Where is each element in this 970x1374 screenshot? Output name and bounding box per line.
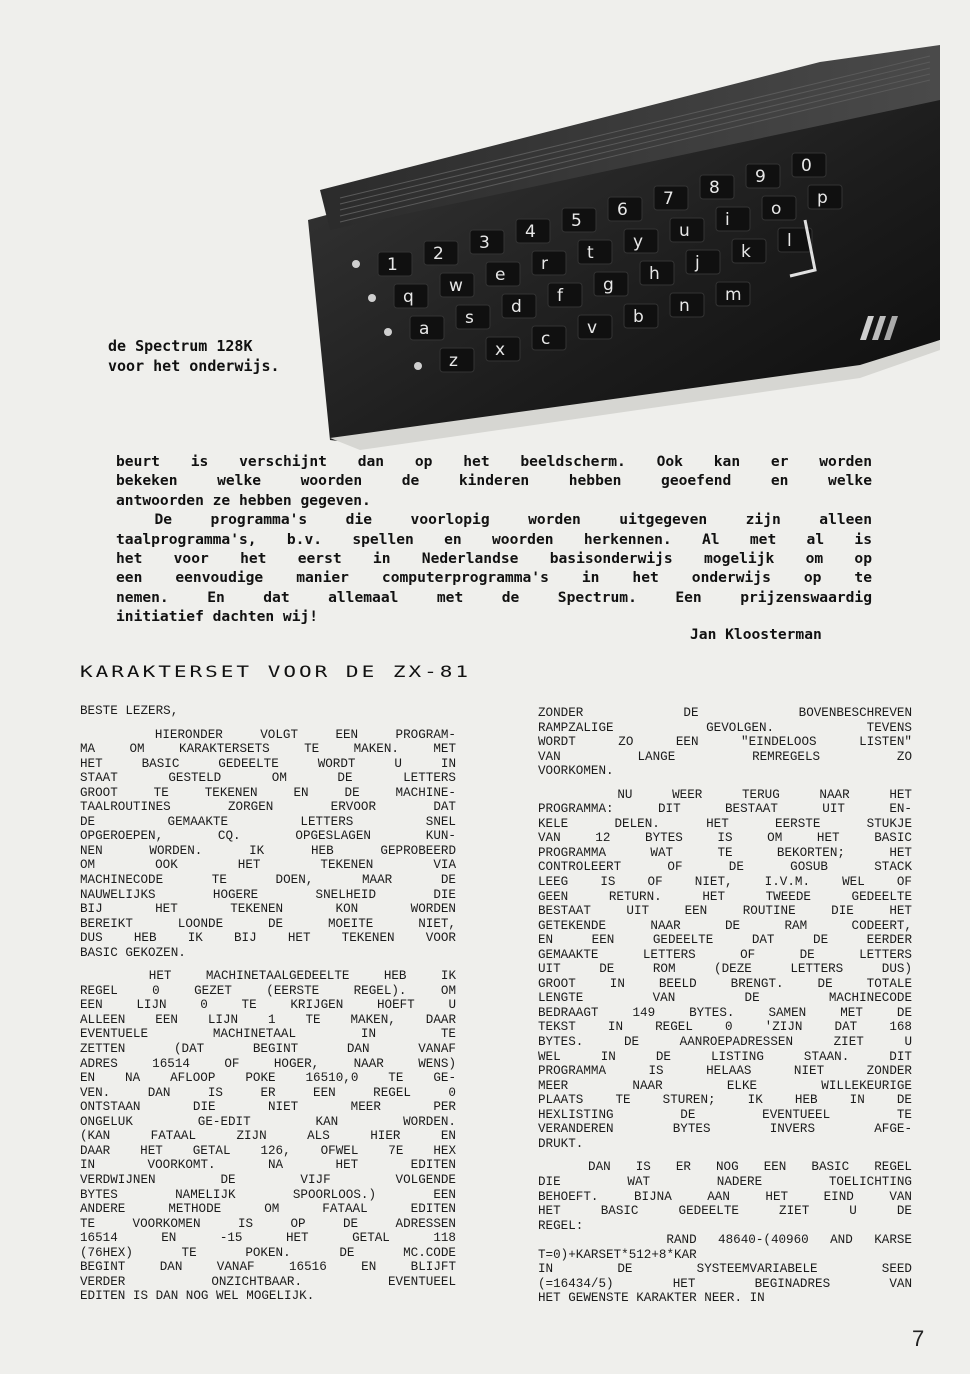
article-line: GEEN RETURN. HET TWEEDE GEDEELTE [538,889,912,904]
key-cap [716,207,750,231]
key-label: t [587,243,594,263]
key-label: a [419,319,430,339]
article-line: ZONDER DE BOVENBESCHREVEN [538,706,912,720]
paragraph-gap [80,960,456,969]
article-line: REGEL: [538,1218,584,1233]
paragraph-gap [538,779,912,788]
article-line: DUS HEB IK BIJ HET TEKENEN VOOR [80,931,456,946]
article-line: NEN WORDEN. IK HEB GEPROBEERD [80,843,456,858]
key-label: 9 [755,167,766,187]
article-line: STAAT GESTELD OM DE LETTERS [80,771,456,786]
article-line: EEN LIJN 0 TE KRIJGEN HOEFT U [80,998,456,1013]
key-label: n [679,296,690,316]
key-cap [548,283,582,307]
article-line: IN DE SYSTEEMVARIABELE SEED [538,1262,912,1277]
article-line: T=0)+KARSET*512+8*KAR [538,1247,697,1262]
article-line: OPGEROEPEN, CQ. OPGESLAGEN KUN- [80,829,456,844]
article-line: BESTAAT UIT EEN ROUTINE DIE HET [538,904,912,919]
article-line: HET BASIC GEDEELTE WORDT U IN [80,756,456,771]
key-dot [368,294,376,302]
article-line: CONTROLEERT OF DE GOSUB STACK [538,860,912,875]
article-line: VERDWIJNEN DE VIJF VOLGENDE [80,1172,456,1187]
article-line: BYTES. DE AANROEPADRESSEN ZIET U [538,1035,912,1050]
article-line: BASIC GEKOZEN. [80,945,186,960]
key-label: i [725,210,730,230]
key-dot [352,260,360,268]
article-line: TAALROUTINES ZORGEN ERVOOR DAT [80,800,456,815]
intro-text [116,452,872,627]
article-line: HIERONDER VOLGT EEN PROGRAM- [80,727,456,742]
article-line: RAND 48640-(40960 AND KARSE [538,1233,912,1248]
article-line: EVENTUELE MACHINETAAL IN TE [80,1027,456,1042]
page-number: 7 [912,1326,925,1351]
key-label: m [725,285,742,305]
key-label: k [741,242,751,262]
article-line: BYTES NAMELIJK SPOORLOOS.) EEN [80,1187,456,1202]
key-label: 2 [433,244,444,264]
article-line: VAN LANGE REMREGELS ZO [538,749,912,764]
article-line: KELE DELEN. HET EERSTE STUKJE [538,816,912,831]
key-label: 3 [479,233,490,253]
article-line: HEXLISTING DE EVENTUEEL TE [538,1107,912,1122]
key-label: h [649,264,660,284]
key-cap [532,251,566,275]
article-line: OM OOK HET TEKENEN VIA [80,858,456,873]
article-title: KARAKTERSET VOOR DE ZX-81 [80,662,472,681]
key-label: l [787,231,792,251]
article-line: BESTE LEZERS, [80,704,179,718]
article-line: WORDT ZO EEN "EINDELOOS LISTEN" [538,735,912,750]
key-label: q [403,287,414,307]
key-cap [686,250,720,274]
article-line: REGEL 0 GEZET (EERSTE REGEL). OM [80,983,456,998]
article-line: NU WEER TERUG NAAR HET [538,787,912,802]
article-line: VOORKOMEN. [538,764,614,779]
article-line: PLAATS TE STUREN; IK HEB IN DE [538,1093,912,1108]
article-line: DAAR HET GETAL 126, OFWEL 7E HEX [80,1143,456,1158]
article-line: EN NA AFLOOP POKE 16510,0 TE GE- [80,1071,456,1086]
key-label: v [587,318,598,338]
key-label: j [695,253,700,273]
key-label: c [541,329,551,349]
article-line: ONTSTAAN DIE NIET MEER PER [80,1100,456,1115]
article-right-column [538,706,912,1306]
key-label: 7 [663,189,674,209]
key-label: y [633,232,644,252]
article-line: UIT DE ROM (DEZE LETTERS DUS) [538,962,912,977]
paragraph-gap [80,719,456,728]
article-line: PROGRAMMA WAT TE BEKORTEN; HET [538,845,912,860]
article-line: MA OM KARAKTERSETS TE MAKEN. MET [80,742,456,757]
key-label: 4 [525,222,536,242]
intro-line: initiatief dachten wij! [116,608,319,626]
article-line: GROOT IN BEELD BRENGT. DE TOTALE [538,976,912,991]
article-line: MACHINECODE TE DOEN, MAAR DE [80,873,456,888]
article-line: BEHOEFT. BIJNA AAN HET EIND VAN [538,1189,912,1204]
article-line: ADRES 16514 OF HOGER, NAAR WENS) [80,1056,456,1071]
article-line: GEMAAKTE LETTERS OF DE LETTERS [538,947,912,962]
key-label: d [511,297,522,317]
spectrum-keyboard-photo [300,40,940,450]
article-left-column [80,704,456,1304]
key-label: o [771,199,782,219]
article-line: BIJ HET TEKENEN KON WORDEN [80,902,456,917]
article-line: TE VOORKOMEN IS OP DE ADRESSEN [80,1216,456,1231]
author-signature: Jan Kloosterman [690,626,822,643]
article-line: HET BASIC GEDEELTE ZIET U DE [538,1204,912,1219]
photo-caption [108,336,280,376]
article-line: GROOT TE TEKENEN EN DE MACHINE- [80,785,456,800]
key-label: b [633,307,644,327]
keyboard-illustration [300,40,940,450]
article-line: LENGTE VAN DE MACHINECODE [538,991,912,1006]
key-label: 8 [709,178,720,198]
key-label: p [817,188,828,208]
article-line: BEGINT DAN VANAF 16516 EN BLIJFT [80,1260,456,1275]
key-label: e [495,265,506,285]
key-label: 6 [617,200,628,220]
intro-line: het voor het eerst in Nederlandse basisonderwijs mogelijk om op [116,550,872,568]
article-line: TEKST IN REGEL 0 'ZIJN DAT 168 [538,1020,912,1035]
article-line: GETEKENDE NAAR DE RAM CODEERT, [538,918,912,933]
article-line: ZETTEN (DAT BEGINT DAN VANAF [80,1042,456,1057]
intro-line: een eenvoudige manier computerprogramma's in het onderwijs op te [116,569,872,587]
key-label: z [449,351,458,371]
article-line: (=16434/5) HET BEGINADRES VAN [538,1276,912,1291]
article-line: VEN. DAN IS ER EEN REGEL 0 [80,1085,456,1100]
paragraph-gap [538,1151,912,1160]
key-label: r [541,254,548,274]
article-line: IN VOORKOMT. NA HET EDITEN [80,1158,456,1173]
article-line: MEER NAAR ELKE WILLEKEURIGE [538,1078,912,1093]
intro-line: beurt is verschijnt dan op het beeldscherm. Ook kan er worden [116,453,872,470]
article-line: ALLEEN EEN LIJN 1 TE MAKEN, DAAR [80,1012,456,1027]
article-line: DE GEMAAKTE LETTERS SNEL [80,814,456,829]
key-label: f [557,286,563,306]
key-label: s [465,308,474,328]
article-line: 16514 EN -15 HET GETAL 118 [80,1231,456,1246]
article-line: (KAN FATAAL ZIJN ALS HIER EN [80,1129,456,1144]
article-line: ANDERE METHODE OM FATAAL EDITEN [80,1202,456,1217]
article-line: VERDER ONZICHTBAAR. EVENTUEEL [80,1274,456,1289]
key-label: 5 [571,211,582,231]
intro-line: taalprogramma's, b.v. spellen en woorden herkennen. Al met al is [116,530,872,548]
article-line: RAMPZALIGE GEVOLGEN. TEVENS [538,720,912,735]
article-line: NAUWELIJKS HOGERE SNELHEID DIE [80,887,456,902]
key-dot [384,328,392,336]
caption-line-1: de Spectrum 128K [108,337,253,355]
article-line: DIE WAT NADERE TOELICHTING [538,1174,912,1189]
key-label: 0 [801,156,812,176]
intro-line: bekeken welke woorden de kinderen hebben geoefend en welke [116,472,872,490]
article-line: BEDRAAGT 149 BYTES. SAMEN MET DE [538,1005,912,1020]
key-dot [414,362,422,370]
intro-line: antwoorden ze hebben gegeven. [116,491,371,509]
article-line: VAN 12 BYTES IS OM HET BASIC [538,831,912,846]
article-line: EN EEN GEDEELTE DAT DE EERDER [538,933,912,948]
article-line: (76HEX) TE POKEN. DE MC.CODE [80,1245,456,1260]
key-cap [578,240,612,264]
key-label: w [449,276,463,296]
article-line: WEL IN DE LISTING STAAN. DIT [538,1049,912,1064]
key-label: x [495,340,506,360]
article-line: VERANDEREN BYTES INVERS AFGE- [538,1122,912,1137]
article-line: BEREIKT LOONDE DE MOEITE NIET, [80,916,456,931]
intro-line: De programma's die voorlopig worden uitgegeven zijn alleen [116,511,872,529]
caption-line-2: voor het onderwijs. [108,357,280,375]
article-line: PROGRAMMA IS HELAAS NIET ZONDER [538,1064,912,1079]
article-line: LEEG IS OF NIET, I.V.M. WEL OF [538,875,912,890]
key-label: 1 [387,255,398,275]
article-line: HET GEWENSTE KARAKTER NEER. IN [538,1291,765,1306]
article-line: EDITEN IS DAN NOG WEL MOGELIJK. [80,1289,315,1304]
article-line: DAN IS ER NOG EEN BASIC REGEL [538,1160,912,1175]
article-line: HET MACHINETAALGEDEELTE HEB IK [80,969,456,984]
key-label: u [679,221,690,241]
article-line: ONGELUK GE-EDIT KAN WORDEN. [80,1114,456,1129]
intro-line: nemen. En dat allemaal met de Spectrum. Een prijzenswaardig [116,588,872,606]
article-line: PROGRAMMA: DIT BESTAAT UIT EN- [538,802,912,817]
key-label: g [603,275,614,295]
article-line: DRUKT. [538,1136,584,1151]
